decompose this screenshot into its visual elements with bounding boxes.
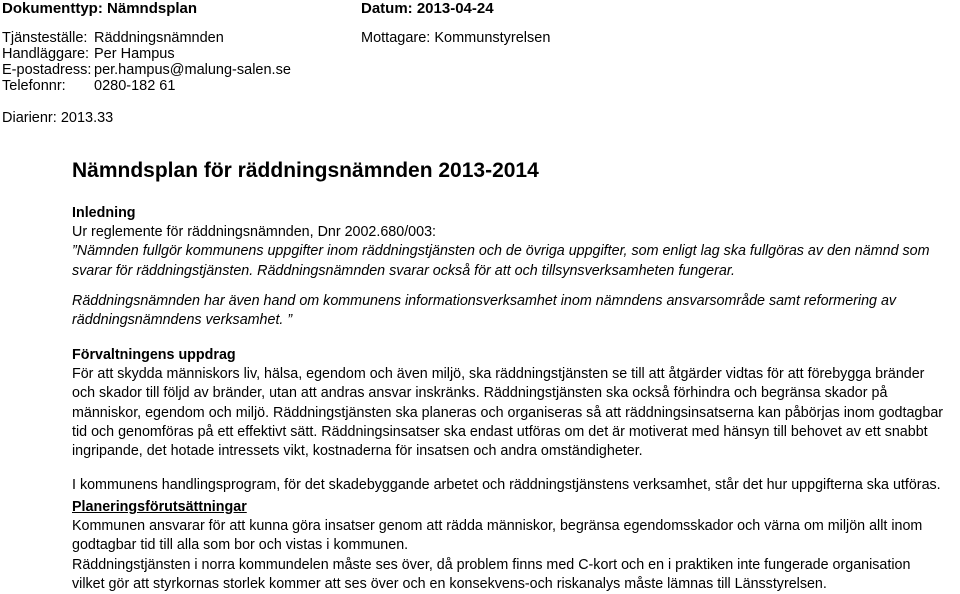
meta-label: Handläggare: (2, 46, 90, 62)
intro-quote-line: svarar för räddningstjänsten. Räddningsnämnden svarar också för att och tillsynsverksamheten fungerar. (72, 262, 736, 279)
intro-quote-line: räddningsnämndens verksamhet. ” (72, 312, 293, 329)
planning-section (72, 498, 957, 594)
planning-line: godtagbar tid till alla som bor och vistas i kommunen. (72, 537, 409, 554)
meta-field-handler (2, 46, 175, 62)
administration-line: tid och genomföras på ett effektivt sätt. Räddningsinsatser ska endast utföras om det är motiverat med hänsyn till behovet av ett snabbt (72, 423, 928, 440)
date (361, 0, 494, 17)
intro-heading: Inledning (72, 205, 136, 221)
administration-line: För att skydda människors liv, hälsa, egendom och även miljö, ska räddningstjänsten se till att åtgärder vidtas för att förebygga bränder (72, 366, 925, 383)
administration-line: och skador till följd av bränder, utan att andras ansvar inskränks. Räddningstjänsten ska också förhindra och begränsa skador på (72, 385, 888, 402)
administration-line: människor, egendom och miljö. Räddningstjänsten ska planeras och organiseras så att räddningsinsatserna kan påbörjas inom godtagbar (72, 404, 944, 421)
administration-heading: Förvaltningens uppdrag (72, 347, 236, 363)
recipient (361, 30, 550, 46)
planning-heading: Planeringsförutsättningar (72, 499, 247, 515)
intro-quote-line: Räddningsnämnden har även hand om kommunens informationsverksamhet inom nämndens ansvarsområde samt reformering av (72, 292, 897, 309)
administration-line: ingripande, det hotade intressets vikt, kostnaderna för insatsen och andra omständigheter. (72, 443, 643, 460)
planning-line: Räddningstjänsten i norra kommundelen måste ses över, då problem finns med C-kort och en i praktiken inte fungerade organisation (72, 556, 911, 573)
meta-label: E-postadress: (2, 62, 92, 78)
meta-field-email (2, 62, 291, 78)
meta-label: Tjänsteställe: (2, 30, 88, 46)
diarienr: Diarienr: 2013.33 (2, 110, 114, 126)
meta-field-office (2, 30, 224, 46)
date-label: Datum: (361, 0, 413, 17)
program-line: I kommunens handlingsprogram, för det skadebyggande arbetet och räddningstjänstens verksamhet, står det hur uppgifterna ska utföras. (72, 477, 941, 494)
meta-label: Telefonnr: (2, 78, 66, 94)
meta-field-phone (2, 78, 175, 94)
doc-type-label: Dokumenttyp: (2, 0, 103, 17)
date-value: 2013-04-24 (416, 0, 494, 17)
administration-section (72, 346, 957, 495)
intro-section (72, 204, 957, 330)
intro-quote-line: ”Nämnden fullgör kommunens uppgifter inom räddningstjänsten och de övriga uppgifter, som enligt lag ska fullgöras av den nämnd som (72, 243, 930, 260)
recipient-label: Mottagare: (361, 30, 431, 46)
document-title: Nämndsplan för räddningsnämnden 2013-2014 (72, 159, 539, 182)
planning-line: vilket gör att styrkornas storlek kommer att ses över och en konsekvens-och riskanalys måste lämnas till Länsstyrelsen. (72, 575, 827, 592)
meta-value: 0280-182 61 (94, 78, 176, 94)
doc-type (2, 0, 197, 17)
intro-line: Ur reglemente för räddningsnämnden, Dnr 2002.680/003: (72, 224, 437, 241)
planning-line: Kommunen ansvarar för att kunna göra insatser genom att rädda människor, begränsa egendomsskador och värna om miljön allt inom (72, 518, 923, 535)
email-link[interactable]: per.hampus@malung-salen.se (94, 62, 291, 78)
meta-value: Per Hampus (94, 46, 175, 62)
recipient-value: Kommunstyrelsen (434, 30, 551, 46)
doc-type-value: Nämndsplan (107, 0, 198, 17)
meta-value: Räddningsnämnden (94, 30, 224, 46)
